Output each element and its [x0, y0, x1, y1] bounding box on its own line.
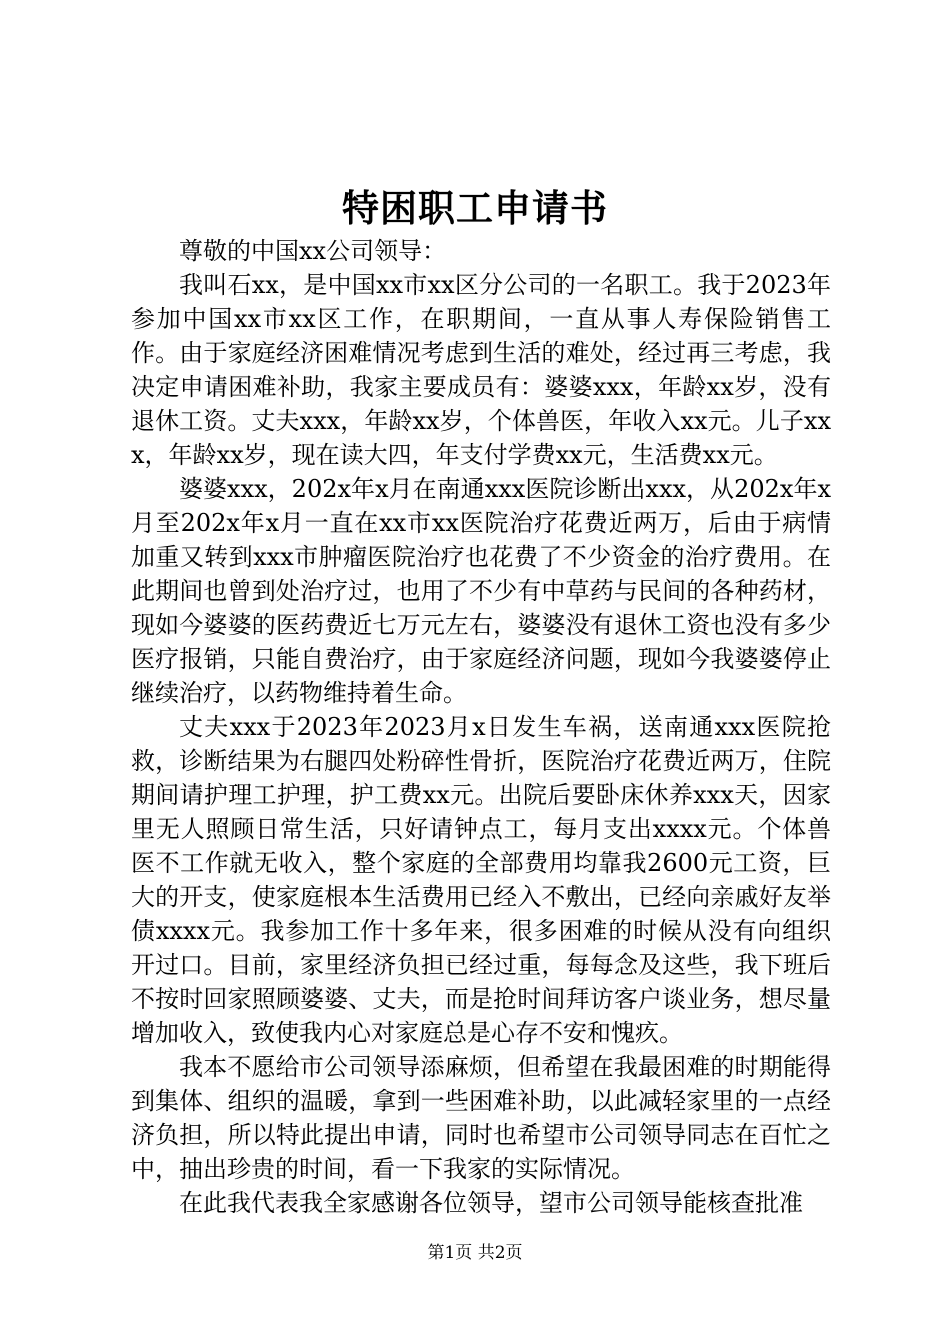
- paragraph-1: 我叫石xx，是中国xx市xx区分公司的一名职工。我于2023年参加中国xx市xx区工作，在职期间，一直从事人寿保险销售工作。由于家庭经济困难情况考虑到生活的难处，经过再三考虑，我决定申请困难补助，我家主要成员有：婆婆xxx，年龄xx岁，没有退休工资。丈夫xxx，年龄xx岁，个体兽医，年收入xx元。儿子xxx，年龄xx岁，现在读大四，年支付学费xx元，生活费xx元。: [131, 271, 831, 469]
- paragraph-3: 丈夫xxx于2023年2023月x日发生车祸，送南通xxx医院抢救，诊断结果为右腿四处粉碎性骨折，医院治疗花费近两万，住院期间请护理工护理，护工费xx元。出院后要卧床休养xxx天，因家里无人照顾日常生活，只好请钟点工，每月支出xxxx元。个体兽医不工作就无收入，整个家庭的全部费用均靠我2600元工资，巨大的开支，使家庭根本生活费用已经入不敷出，已经向亲戚好友举债xxxx元。我参加工作十多年来，很多困难的时候从没有向组织开过口。目前，家里经济负担已经过重，每每念及这些，我下班后不按时回家照顾婆婆、丈夫，而是抢时间拜访客户谈业务，想尽量增加收入，致使我内心对家庭总是心存不安和愧疚。: [131, 713, 831, 1047]
- document-body: [131, 234, 831, 1220]
- paragraph-2: 婆婆xxx，202x年x月在南通xxx医院诊断出xxx，从202x年x月至202x年x月一直在xx市xx医院治疗花费近两万，后由于病情加重又转到xxx市肿瘤医院治疗也花费了不少资金的治疗费用。在此期间也曾到处治疗过，也用了不少有中草药与民间的各种药材，现如今婆婆的医药费近七万元左右，婆婆没有退休工资也没有多少医疗报销，只能自费治疗，由于家庭经济问题，现如今我婆婆停止继续治疗，以药物维持着生命。: [131, 475, 831, 707]
- paragraph-4: 我本不愿给市公司领导添麻烦，但希望在我最困难的时期能得到集体、组织的温暖，拿到一些困难补助，以此减轻家里的一点经济负担，所以特此提出申请，同时也希望市公司领导同志在百忙之中，抽出珍贵的时间，看一下我家的实际情况。: [131, 1053, 831, 1183]
- salutation: 尊敬的中国xx公司领导：: [179, 237, 447, 265]
- page-footer: 第1页 共2页: [427, 1243, 523, 1263]
- paragraph-5: 在此我代表我全家感谢各位领导，望市公司领导能核查批准: [179, 1189, 803, 1217]
- document-title: 特困职工申请书: [342, 186, 608, 230]
